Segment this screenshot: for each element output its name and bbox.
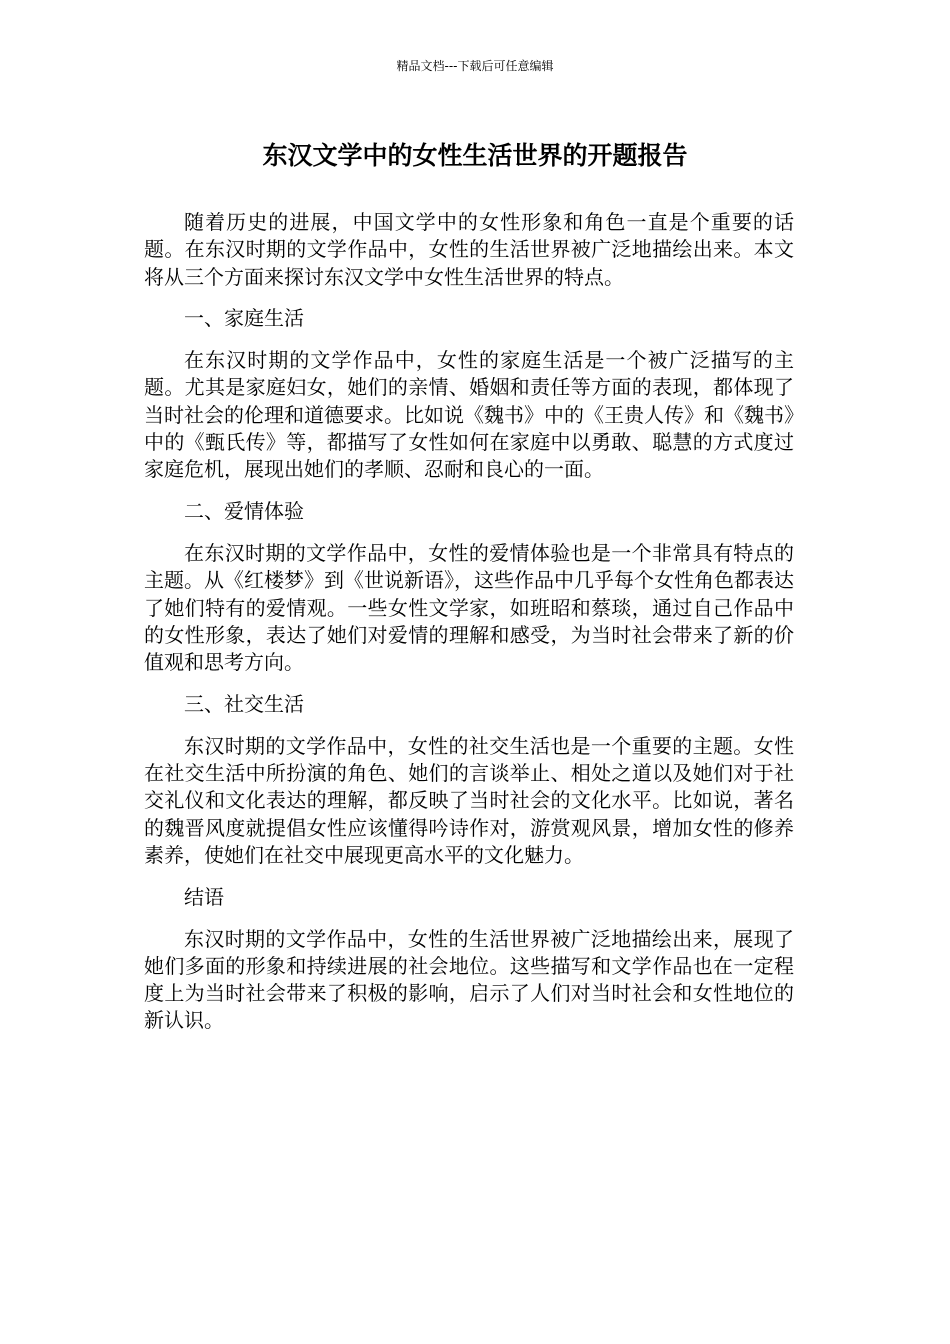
section-paragraph-love-experience: 在东汉时期的文学作品中，女性的爱情体验也是一个非常具有特点的主题。从《红楼梦》到《世说新语》，这些作品中几乎每个女性角色都表达了她们特有的爱情观。一些女性文学家，如班昭和蔡琰，通过自己作品中的女性形象，表达了她们对爱情的理解和感受，为当时社会带来了新的价值观和思考方向。: [144, 540, 794, 675]
document-body: [144, 209, 794, 1049]
header-note: 精品文档---下载后可任意编辑: [396, 59, 554, 73]
section-heading-family-life: 一、家庭生活: [184, 306, 304, 331]
section-heading-love-experience: 二、爱情体验: [184, 499, 304, 524]
section-heading-social-life: 三、社交生活: [184, 691, 304, 716]
document-title: 东汉文学中的女性生活世界的开题报告: [262, 141, 688, 170]
intro-paragraph: 随着历史的进展，中国文学中的女性形象和角色一直是个重要的话题。在东汉时期的文学作品中，女性的生活世界被广泛地描绘出来。本文将从三个方面来探讨东汉文学中女性生活世界的特点。: [144, 210, 794, 289]
section-paragraph-family-life: 在东汉时期的文学作品中，女性的家庭生活是一个被广泛描写的主题。尤其是家庭妇女，她们的亲情、婚姻和责任等方面的表现，都体现了当时社会的伦理和道德要求。比如说《魏书》中的《王贵人传》和《魏书》中的《甄氏传》等，都描写了女性如何在家庭中以勇敢、聪慧的方式度过家庭危机，展现出她们的孝顺、忍耐和良心的一面。: [144, 348, 794, 482]
section-heading-conclusion: 结语: [184, 884, 224, 909]
section-paragraph-conclusion: 东汉时期的文学作品中，女性的生活世界被广泛地描绘出来，展现了她们多面的形象和持续进展的社会地位。这些描写和文学作品也在一定程度上为当时社会带来了积极的影响，启示了人们对当时社会和女性地位的新认识。: [144, 926, 794, 1033]
section-paragraph-social-life: 东汉时期的文学作品中，女性的社交生活也是一个重要的主题。女性在社交生活中所扮演的角色、她们的言谈举止、相处之道以及她们对于社交礼仪和文化表达的理解，都反映了当时社会的文化水平。比如说，著名的魏晋风度就提倡女性应该懂得吟诗作对，游赏观风景，增加女性的修养素养，使她们在社交中展现更高水平的文化魅力。: [144, 733, 794, 867]
